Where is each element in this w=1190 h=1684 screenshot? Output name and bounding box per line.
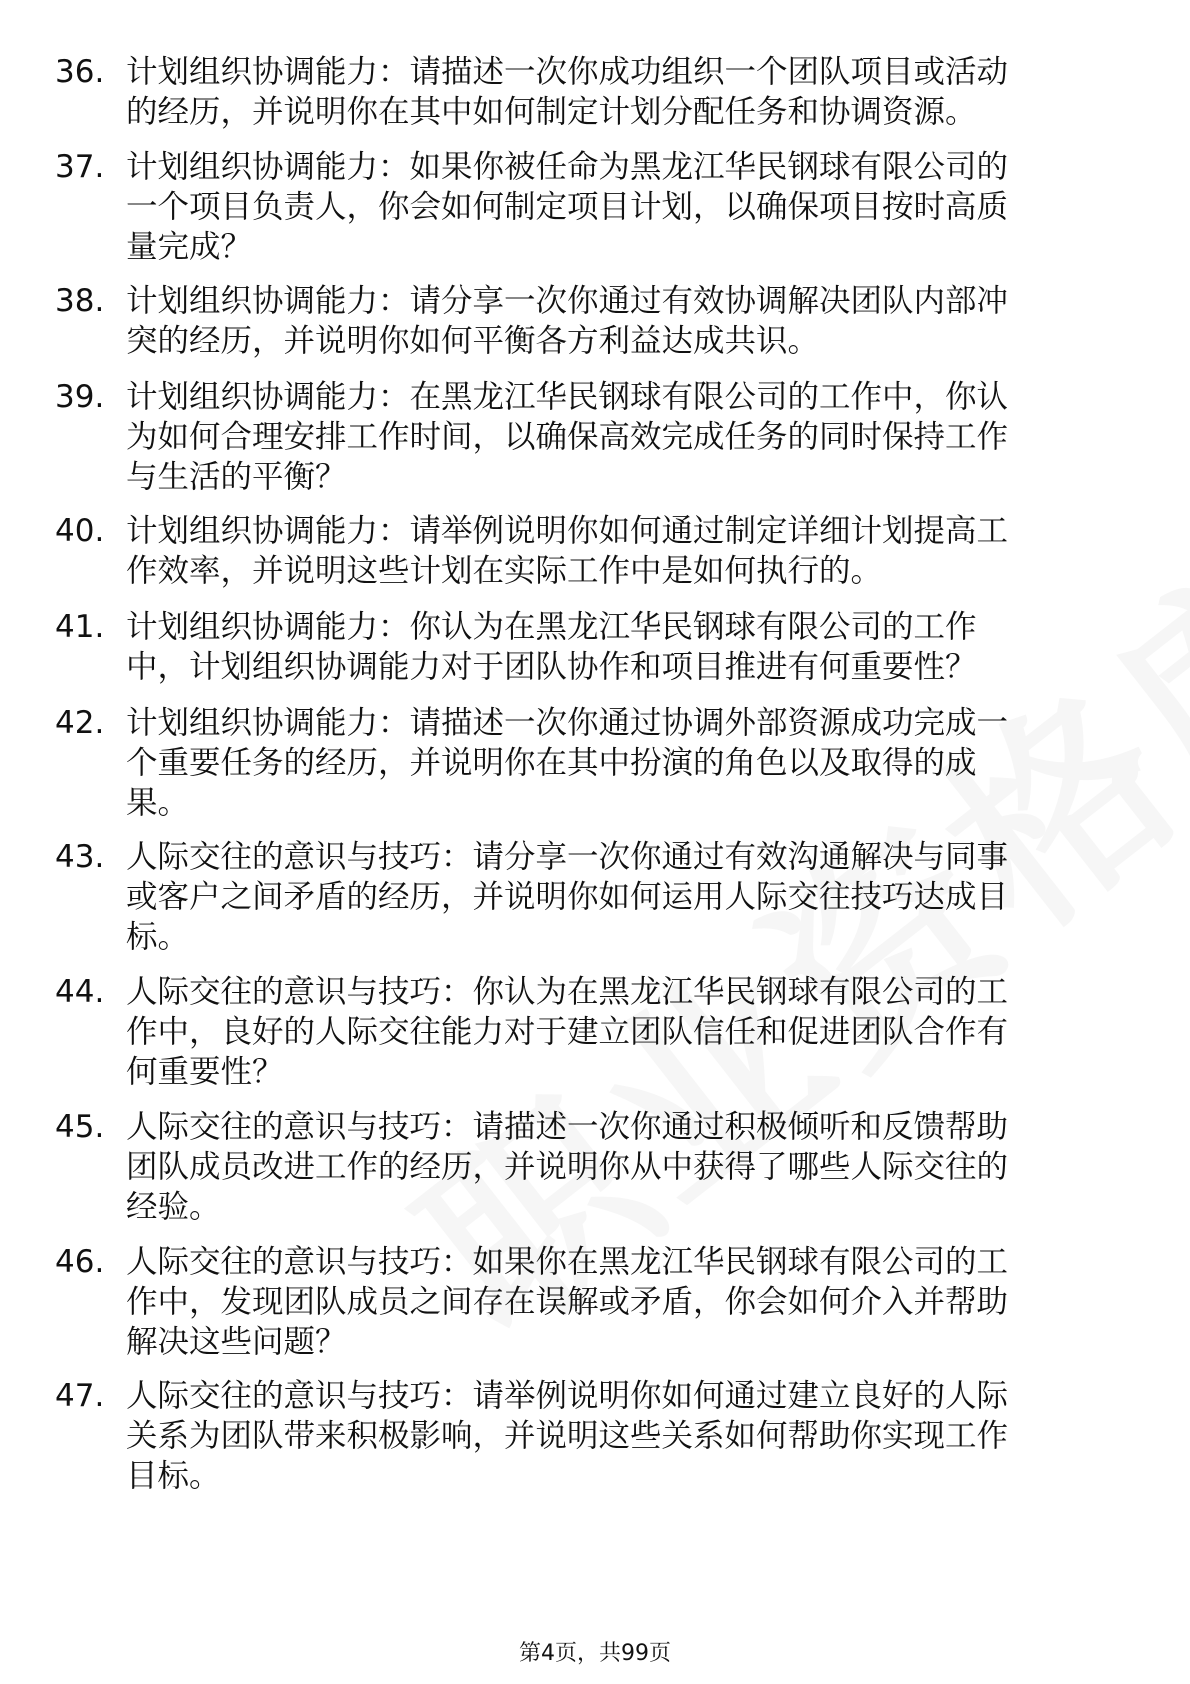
question-number: 41. bbox=[55, 609, 105, 645]
question-text: 人际交往的意识与技巧：请描述一次你通过积极倾听和反馈帮助 团队成员改进工作的经历，并说明你从中获得了哪些人际交往的 经验。 bbox=[126, 1109, 1009, 1225]
question-text: 人际交往的意识与技巧：如果你在黑龙江华民钢球有限公司的工 作中，发现团队成员之间存在误解或矛盾，你会如何介入并帮助 解决这些问题？ bbox=[126, 1244, 1009, 1360]
question-number: 45. bbox=[55, 1109, 105, 1145]
question-number: 38. bbox=[55, 283, 105, 319]
question-text: 计划组织协调能力：请举例说明你如何通过制定详细计划提高工 作效率，并说明这些计划在实际工作中是如何执行的。 bbox=[126, 513, 1009, 589]
question-number: 37. bbox=[55, 149, 105, 185]
question-text: 人际交往的意识与技巧：你认为在黑龙江华民钢球有限公司的工 作中，良好的人际交往能力对于建立团队信任和促进团队合作有 何重要性？ bbox=[126, 974, 1009, 1090]
question-text: 人际交往的意识与技巧：请举例说明你如何通过建立良好的人际 关系为团队带来积极影响，并说明这些关系如何帮助你实现工作 目标。 bbox=[126, 1378, 1009, 1494]
question-number: 43. bbox=[55, 839, 105, 875]
question-text: 人际交往的意识与技巧：请分享一次你通过有效沟通解决与同事 或客户之间矛盾的经历，并说明你如何运用人际交往技巧达成目 标。 bbox=[126, 839, 1009, 955]
question-text: 计划组织协调能力：请描述一次你通过协调外部资源成功完成一 个重要任务的经历，并说明你在其中扮演的角色以及取得的成 果。 bbox=[126, 705, 1009, 821]
question-text: 计划组织协调能力：请描述一次你成功组织一个团队项目或活动 的经历，并说明你在其中如何制定计划分配任务和协调资源。 bbox=[126, 54, 1009, 130]
page-number-label: 第4页，共99页 bbox=[519, 1641, 671, 1666]
question-text: 计划组织协调能力：在黑龙江华民钢球有限公司的工作中，你认 为如何合理安排工作时间，以确保高效完成任务的同时保持工作 与生活的平衡？ bbox=[126, 379, 1009, 495]
question-text: 计划组织协调能力：如果你被任命为黑龙江华民钢球有限公司的 一个项目负责人，你会如何制定项目计划，以确保项目按时高质 量完成？ bbox=[126, 149, 1009, 265]
question-text: 计划组织协调能力：你认为在黑龙江华民钢球有限公司的工作 中，计划组织协调能力对于团队协作和项目推进有何重要性？ bbox=[126, 609, 977, 685]
question-number: 36. bbox=[55, 54, 105, 90]
question-number: 42. bbox=[55, 705, 105, 741]
question-number: 39. bbox=[55, 379, 105, 415]
question-number: 40. bbox=[55, 513, 105, 549]
question-number: 47. bbox=[55, 1378, 105, 1414]
question-number: 44. bbox=[55, 974, 105, 1010]
question-text: 计划组织协调能力：请分享一次你通过有效协调解决团队内部冲 突的经历，并说明你如何平衡各方利益达成共识。 bbox=[126, 283, 1009, 359]
page-footer bbox=[0, 1640, 1190, 1668]
question-number: 46. bbox=[55, 1244, 105, 1280]
